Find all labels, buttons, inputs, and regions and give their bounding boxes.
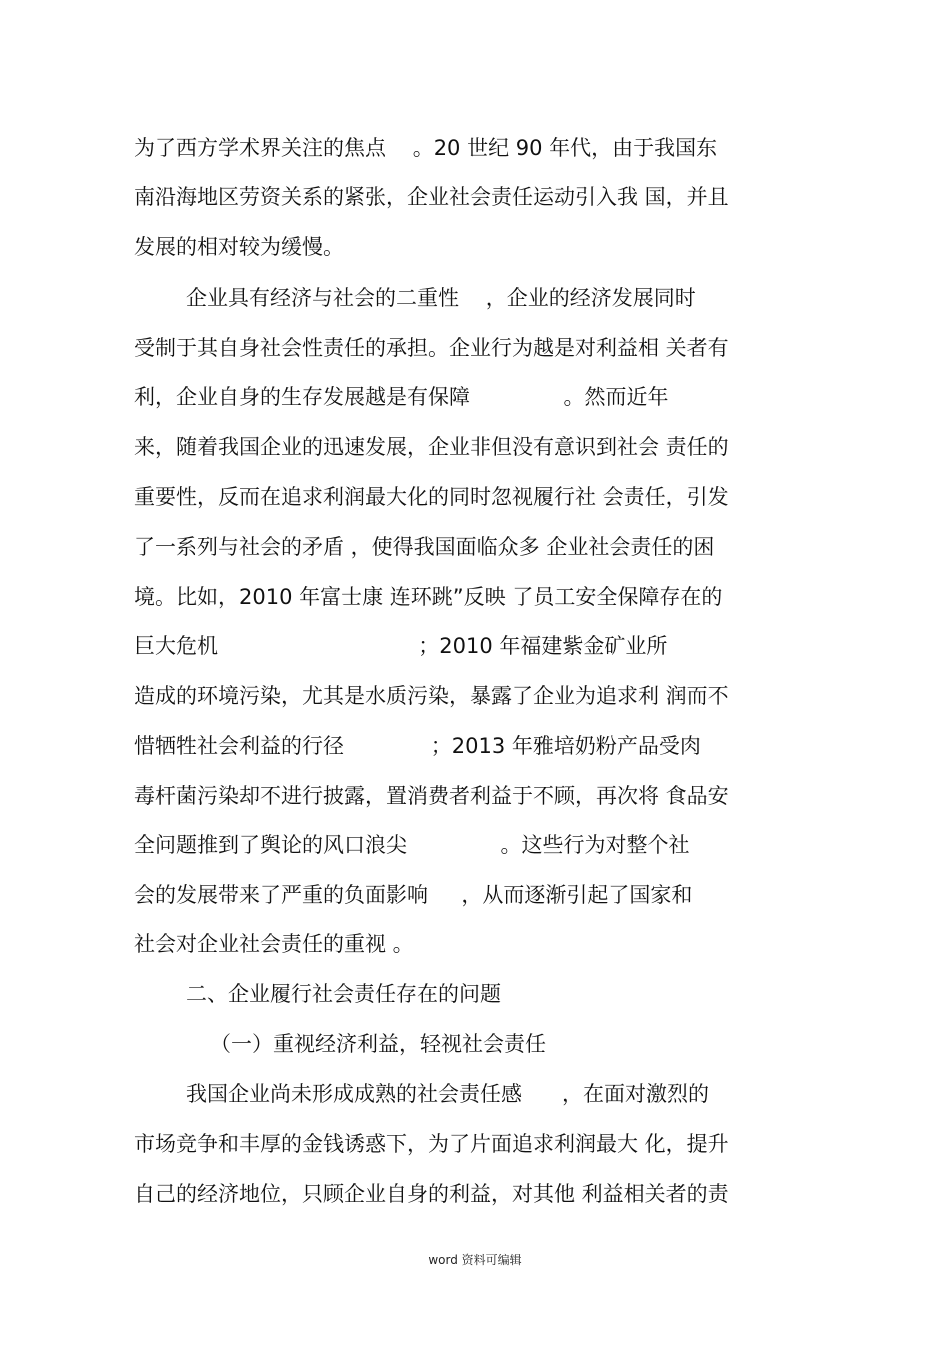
text-line: 为了西方学术界关注的焦点 。20 世纪 90 年代，由于我国东 (134, 136, 718, 160)
text-line: 市场竞争和丰厚的金钱诱惑下，为了片面追求利润最大 化，提升 (134, 1132, 729, 1156)
text-line: 来，随着我国企业的迅速发展，企业非但没有意识到社会 责任的 (134, 435, 729, 459)
text-line: 巨大危机 ；2010 年福建紫金矿业所 (134, 634, 668, 658)
text-line: 重要性，反而在追求利润最大化的同时忽视履行社 会责任，引发 (134, 485, 729, 509)
text-line: 毒杆菌污染却不进行披露，置消费者利益于不顾，再次将 食品安 (134, 784, 729, 808)
paragraph-first-line: 企业具有经济与社会的二重性 ，企业的经济发展同时 (186, 286, 696, 310)
text-line: 利，企业自身的生存发展越是有保障 。然而近年 (134, 385, 669, 409)
text-line: 社会对企业社会责任的重视 。 (134, 932, 414, 956)
text-line: 全问题推到了舆论的风口浪尖 。这些行为对整个社 (134, 833, 690, 857)
paragraph-first-line: 我国企业尚未形成成熟的社会责任感 ，在面对激烈的 (186, 1082, 710, 1106)
page-footer: word 资料可编辑 (428, 1253, 522, 1267)
text-line: 惜牺牲社会利益的行径 ；2013 年雅培奶粉产品受肉 (134, 734, 701, 758)
text-line: 境。比如，2010 年富士康 连环跳”反映 了员工安全保障存在的 (134, 585, 723, 609)
text-line: 自己的经济地位，只顾企业自身的利益，对其他 利益相关者的责 (134, 1182, 729, 1206)
text-line: 受制于其自身社会性责任的承担。企业行为越是对利益相 关者有 (134, 336, 729, 360)
text-line: 会的发展带来了严重的负面影响 ，从而逐渐引起了国家和 (134, 883, 693, 907)
section-heading: 二、企业履行社会责任存在的问题 (186, 982, 501, 1006)
text-line: 了一系列与社会的矛盾 ，使得我国面临众多 企业社会责任的困 (134, 535, 715, 559)
text-line: 发展的相对较为缓慢。 (134, 235, 344, 259)
text-line: 南沿海地区劳资关系的紧张，企业社会责任运动引入我 国，并且 (134, 185, 729, 209)
subsection-heading: （一）重视经济利益，轻视社会责任 (210, 1032, 546, 1056)
text-line: 造成的环境污染，尤其是水质污染，暴露了企业为追求利 润而不 (134, 684, 729, 708)
